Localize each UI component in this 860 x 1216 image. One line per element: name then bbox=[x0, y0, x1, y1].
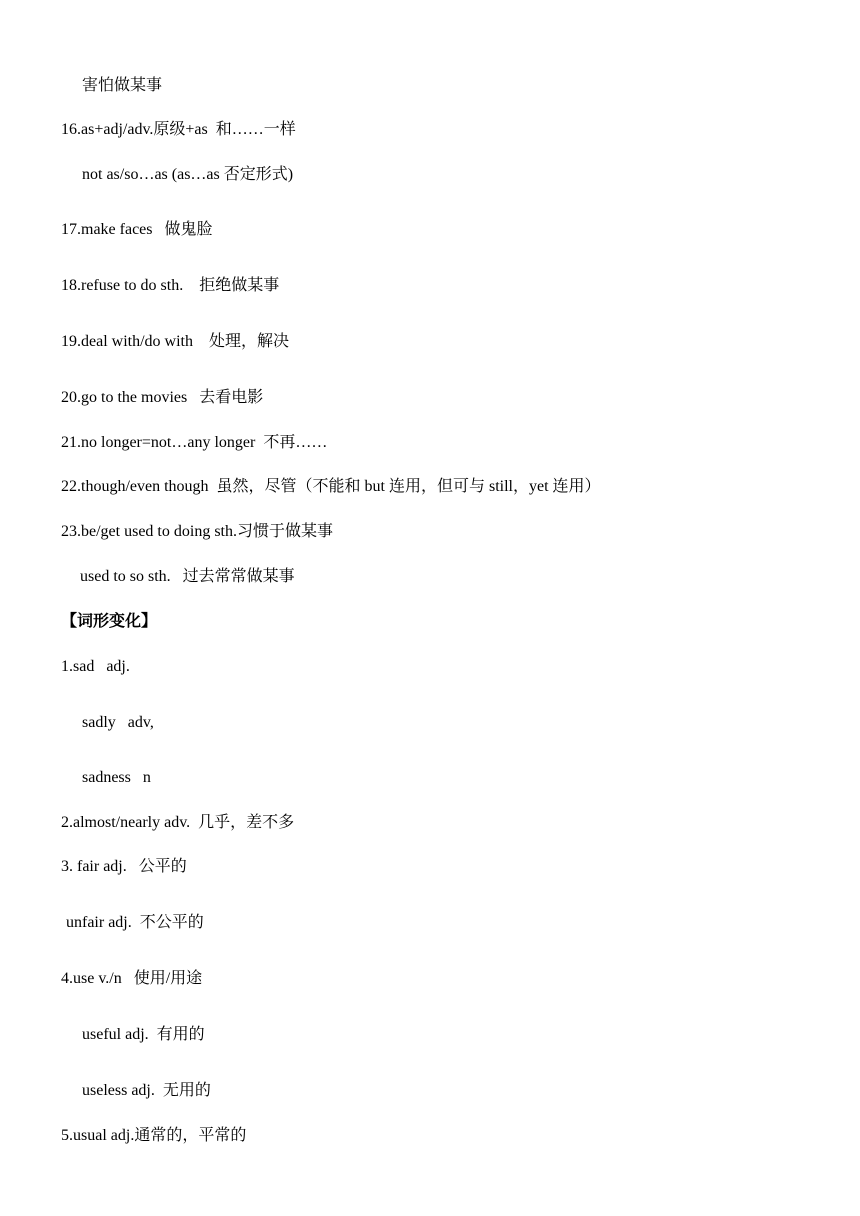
word-form-line: useful adj. 有用的 bbox=[82, 1026, 205, 1043]
word-form-line: 2.almost/nearly adv. 几乎，差不多 bbox=[61, 814, 295, 831]
phrase-line: 18.refuse to do sth. 拒绝做某事 bbox=[61, 277, 280, 294]
phrase-line: 17.make faces 做鬼脸 bbox=[61, 221, 213, 238]
word-form-line: unfair adj. 不公平的 bbox=[66, 914, 204, 931]
phrase-line: 23.be/get used to doing sth.习惯于做某事 bbox=[61, 523, 333, 540]
phrase-line: 19.deal with/do with 处理，解决 bbox=[61, 333, 289, 350]
word-form-line: useless adj. 无用的 bbox=[82, 1082, 211, 1099]
word-form-line: sadly adv, bbox=[82, 714, 154, 731]
phrase-line: 21.no longer=not…any longer 不再…… bbox=[61, 434, 328, 451]
word-form-line: 4.use v./n 使用/用途 bbox=[61, 970, 203, 987]
phrase-line: 害怕做某事 bbox=[82, 77, 163, 94]
phrase-line: not as/so…as (as…as 否定形式) bbox=[82, 166, 294, 183]
phrase-line: 20.go to the movies 去看电影 bbox=[61, 389, 264, 406]
word-form-line: 5.usual adj.通常的，平常的 bbox=[61, 1127, 247, 1144]
phrase-line: used to so sth. 过去常常做某事 bbox=[80, 568, 295, 585]
word-form-line: 3. fair adj. 公平的 bbox=[61, 858, 187, 875]
phrase-line: 22.though/even though 虽然，尽管（不能和 but 连用，但可与 still，yet 连用） bbox=[61, 478, 601, 495]
word-form-line: sadness n bbox=[82, 769, 151, 786]
word-form-line: 1.sad adj. bbox=[61, 658, 130, 675]
section-heading: 【词形变化】 bbox=[61, 613, 158, 630]
phrase-line: 16.as+adj/adv.原级+as 和……一样 bbox=[61, 121, 296, 138]
